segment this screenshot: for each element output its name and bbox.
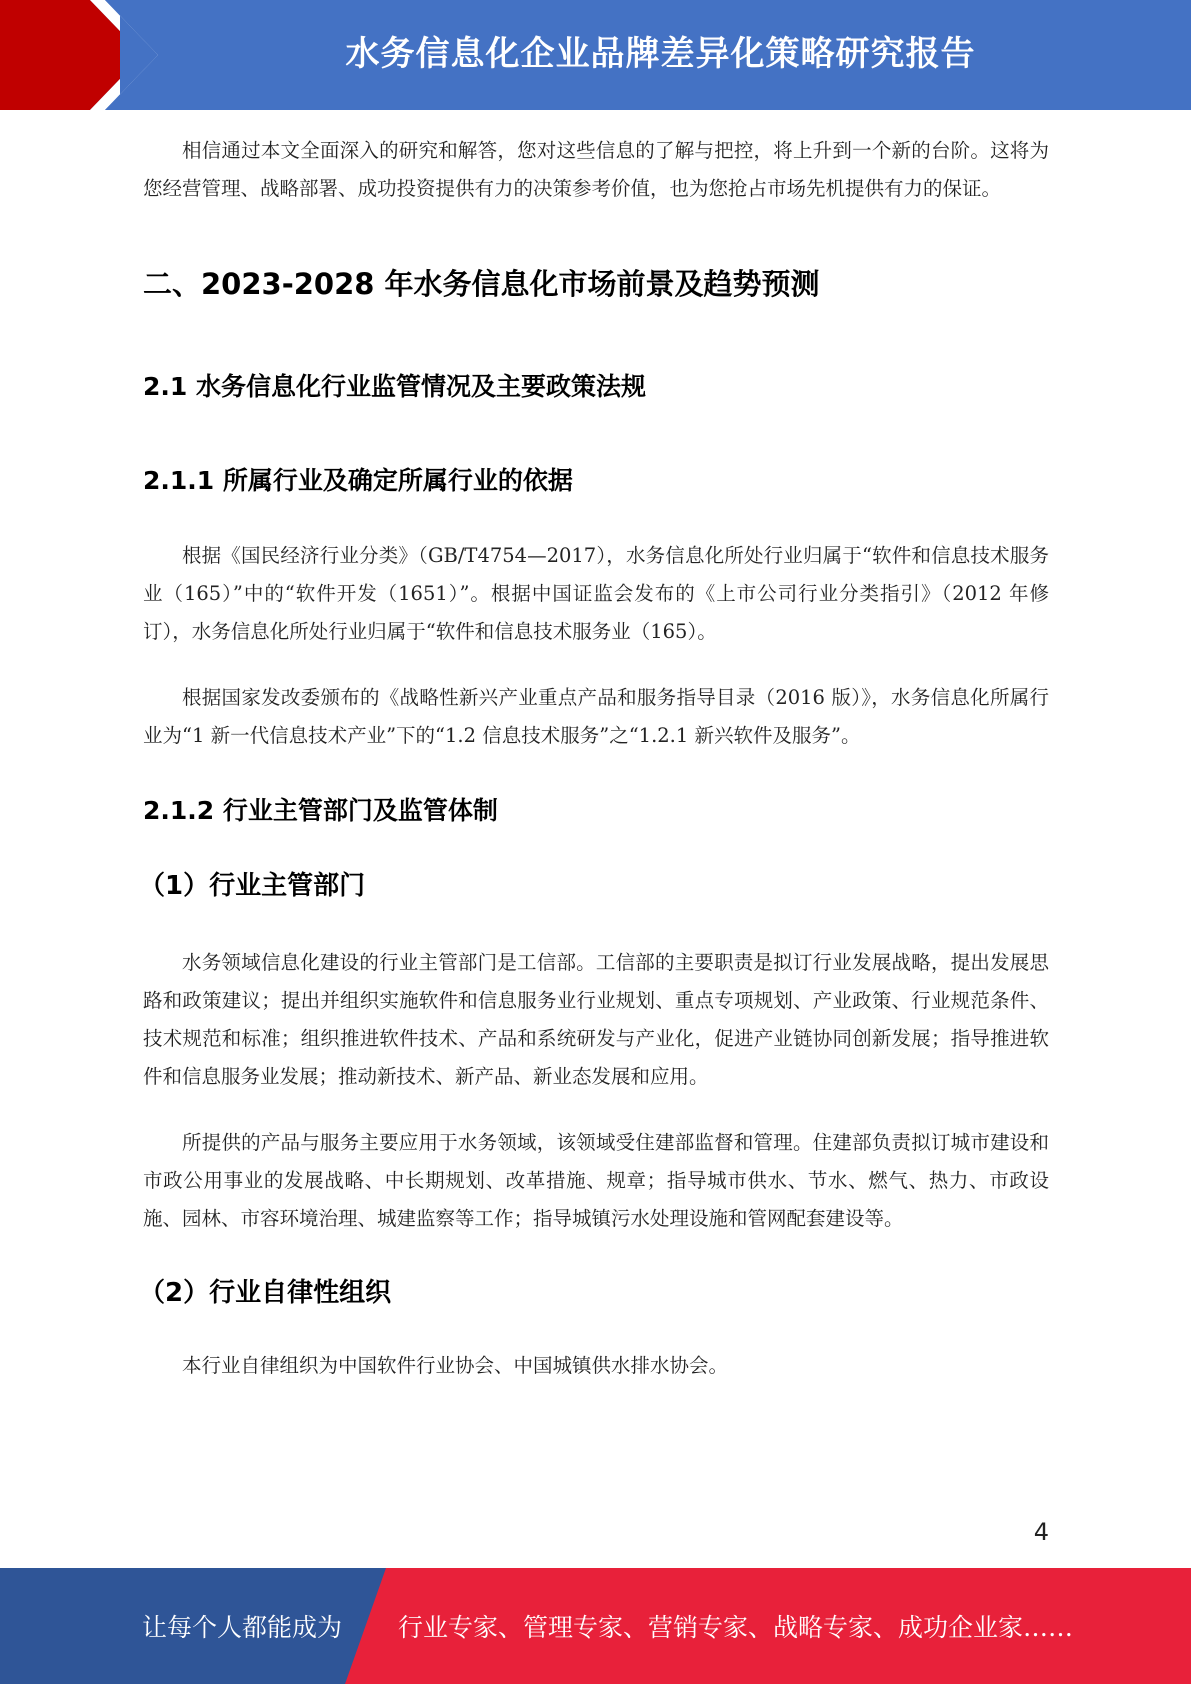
- footer-slogan-right: 行业专家、管理专家、营销专家、战略专家、成功企业家……: [398, 1613, 1074, 1642]
- page-number: 4: [1033, 1518, 1049, 1546]
- body-paragraph: 水务领域信息化建设的行业主管部门是工信部。工信部的主要职责是拟订行业发展战略，提出发展思路和政策建议；提出并组织实施软件和信息服务业行业规划、重点专项规划、产业政策、行业规范条件、技术规范和标准；组织推进软件技术、产品和系统研发与产业化，促进产业链协同创新发展；指导推进软件和信息服务业发展；推动新技术、新产品、新业态发展和应用。: [143, 951, 1049, 1088]
- intro-paragraph: 相信通过本文全面深入的研究和解答，您对这些信息的了解与把控，将上升到一个新的台阶。这将为您经营管理、战略部署、成功投资提供有力的决策参考价值，也为您抢占市场先机提供有力的保证。: [143, 139, 1049, 200]
- subsection-heading: 2.1 水务信息化行业监管情况及主要政策法规: [143, 372, 646, 401]
- body-paragraph: 所提供的产品与服务主要应用于水务领域，该领域受住建部监督和管理。住建部负责拟订城市建设和市政公用事业的发展战略、中长期规划、改革措施、规章；指导城市供水、节水、燃气、热力、市政设施、园林、市容环境治理、城建监察等工作；指导城镇污水处理设施和管网配套建设等。: [143, 1131, 1049, 1230]
- body-paragraph: 根据国家发改委颁布的《战略性新兴产业重点产品和服务指导目录（2016 版）》，水务信息化所属行业为“1 新一代信息技术产业”下的“1.2 信息技术服务”之“1.2.1 新兴软件及服务”。: [143, 686, 1049, 747]
- subsubsection-heading: 2.1.2 行业主管部门及监管体制: [143, 796, 498, 825]
- item-heading: （2）行业自律性组织: [139, 1278, 392, 1308]
- item-heading: （1）行业主管部门: [139, 871, 366, 901]
- report-title: 水务信息化企业品牌差异化策略研究报告: [345, 34, 976, 74]
- page-footer: [0, 1568, 1191, 1684]
- subsubsection-heading: 2.1.1 所属行业及确定所属行业的依据: [143, 466, 573, 495]
- page-header: [0, 0, 1191, 110]
- page-content: [139, 132, 1049, 1385]
- footer-slogan-left: 让每个人都能成为: [142, 1613, 343, 1642]
- section-heading: 二、2023-2028 年水务信息化市场前景及趋势预测: [143, 267, 820, 301]
- body-paragraph: 根据《国民经济行业分类》（GB/T4754—2017），水务信息化所处行业归属于“软件和信息技术服务业（165）”中的“软件开发（1651）”。根据中国证监会发布的《上市公司行业分类指引》（2012 年修订），水务信息化所处行业归属于“软件和信息技术服务业（165）。: [143, 544, 1049, 643]
- body-paragraph: 本行业自律组织为中国软件行业协会、中国城镇供水排水协会。: [182, 1354, 729, 1377]
